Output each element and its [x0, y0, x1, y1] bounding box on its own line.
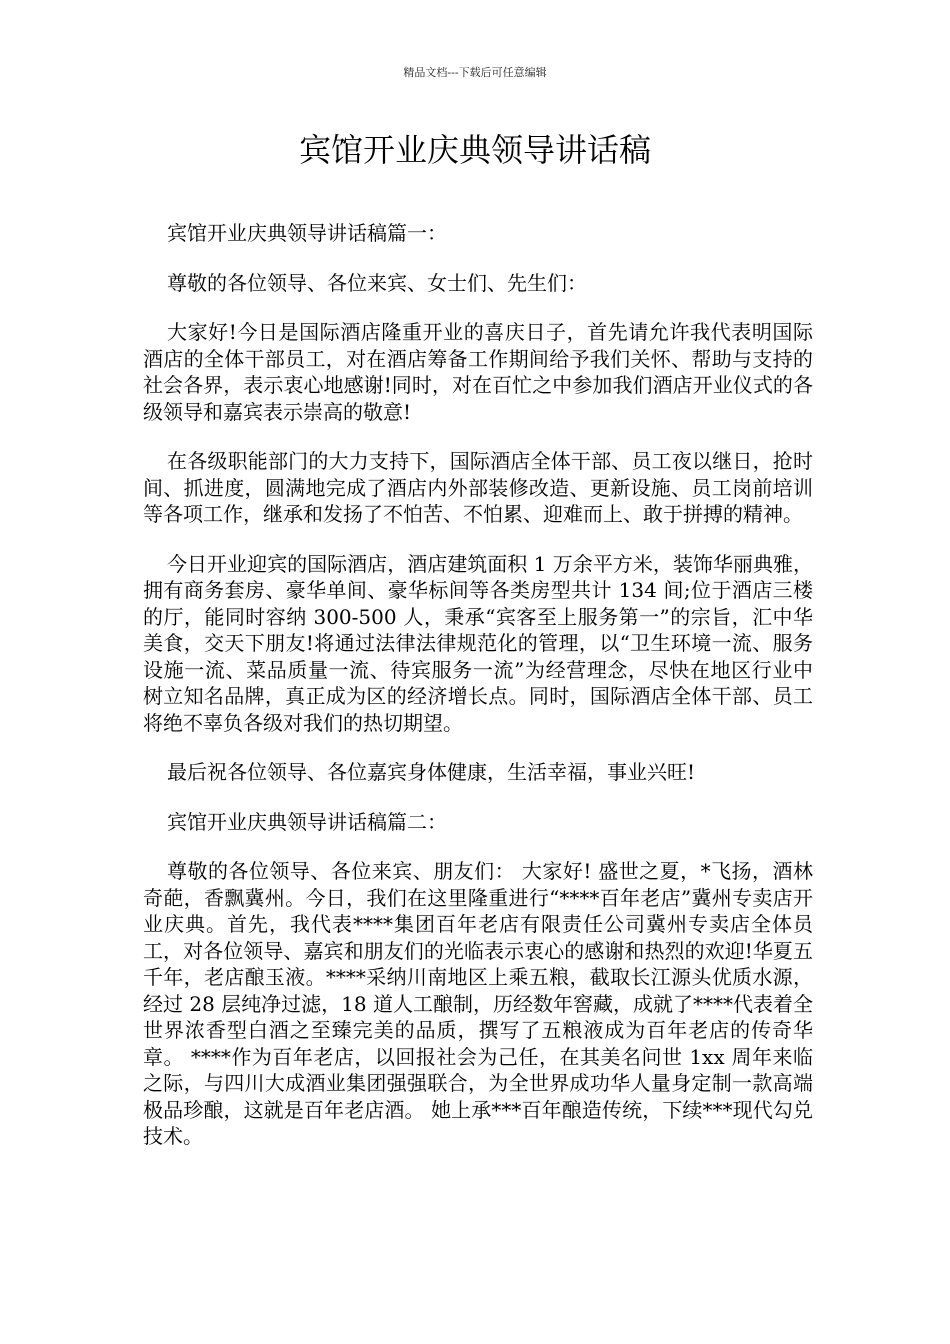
- document-title: 宾馆开业庆典领导讲话稿: [298, 131, 651, 169]
- paragraph-body: 大家好!今日是国际酒店隆重开业的喜庆日子，首先请允许我代表明国际酒店的全体干部员工，对在酒店筹备工作期间给予我们关怀、帮助与支持的社会各界，表示衷心地感谢!同时，对在百忙之中参加我们酒店开业仪式的各级领导和嘉宾表示崇高的敬意!: [143, 320, 813, 424]
- paragraph-body: 尊敬的各位领导、各位来宾、朋友们： 大家好! 盛世之夏，*飞扬，酒林奇葩，香飘冀州。今日，我们在这里隆重进行“****百年老店”冀州专卖店开业庆典。首先，我代表****集团百年老店有限责任公司冀州专卖店全体员工，对各位领导、嘉宾和朋友们的光临表示衷心的感谢和热烈的欢迎!华夏五千年，老店酿玉液。****采纳川南地区上乘五粮，截取长江源头优质水源，经过 28 层纯净过滤，18 道人工酿制，历经数年窖藏，成就了****代表着全世界浓香型白酒之至臻完美的品质，撰写了五粮液成为百年老店的传奇华章。 ****作为百年老店，以回报社会为己任，在其美名问世 1xx 周年来临之际，与四川大成酒业集团强强联合，为全世界成功华人量身定制一款高端极品珍酿，这就是百年老店酒。 她上承***百年酿造传统，下续***现代勾兑技术。: [143, 859, 813, 1148]
- paragraph-closing-wish: 最后祝各位领导、各位嘉宾身体健康，生活幸福，事业兴旺!: [167, 760, 696, 784]
- document-body: [143, 220, 813, 1173]
- paragraph-section-heading-2: 宾馆开业庆典领导讲话稿篇二：: [167, 809, 447, 834]
- paragraph-body: 今日开业迎宾的国际酒店，酒店建筑面积 1 万余平方米，装饰华丽典雅，拥有商务套房、豪华单间、豪华标间等各类房型共计 134 间;位于酒店三楼的厅，能同时容纳 300-500 人，秉承“宾客至上服务第一”的宗旨，汇中华美食，交天下朋友!将通过法律法律规范化的管理，以“卫生环境一流、服务设施一流、菜品质量一流、待宾服务一流”为经营理念，尽快在地区行业中树立知名品牌，真正成为区的经济增长点。同时，国际酒店全体干部、员工将绝不辜负各级对我们的热切期望。: [143, 551, 813, 735]
- paragraph-salutation-1: 尊敬的各位领导、各位来宾、女士们、先生们：: [167, 270, 587, 295]
- header-note: 精品文档---下载后可任意编辑: [403, 66, 547, 79]
- paragraph-body: 在各级职能部门的大力支持下，国际酒店全体干部、员工夜以继日，抢时间、抓进度，圆满地完成了酒店内外部装修改造、更新设施、员工岗前培训等各项工作，继承和发扬了不怕苦、不怕累、迎难而上、敢于拼搏的精神。: [143, 449, 813, 526]
- paragraph-section-heading-1: 宾馆开业庆典领导讲话稿篇一：: [167, 221, 447, 245]
